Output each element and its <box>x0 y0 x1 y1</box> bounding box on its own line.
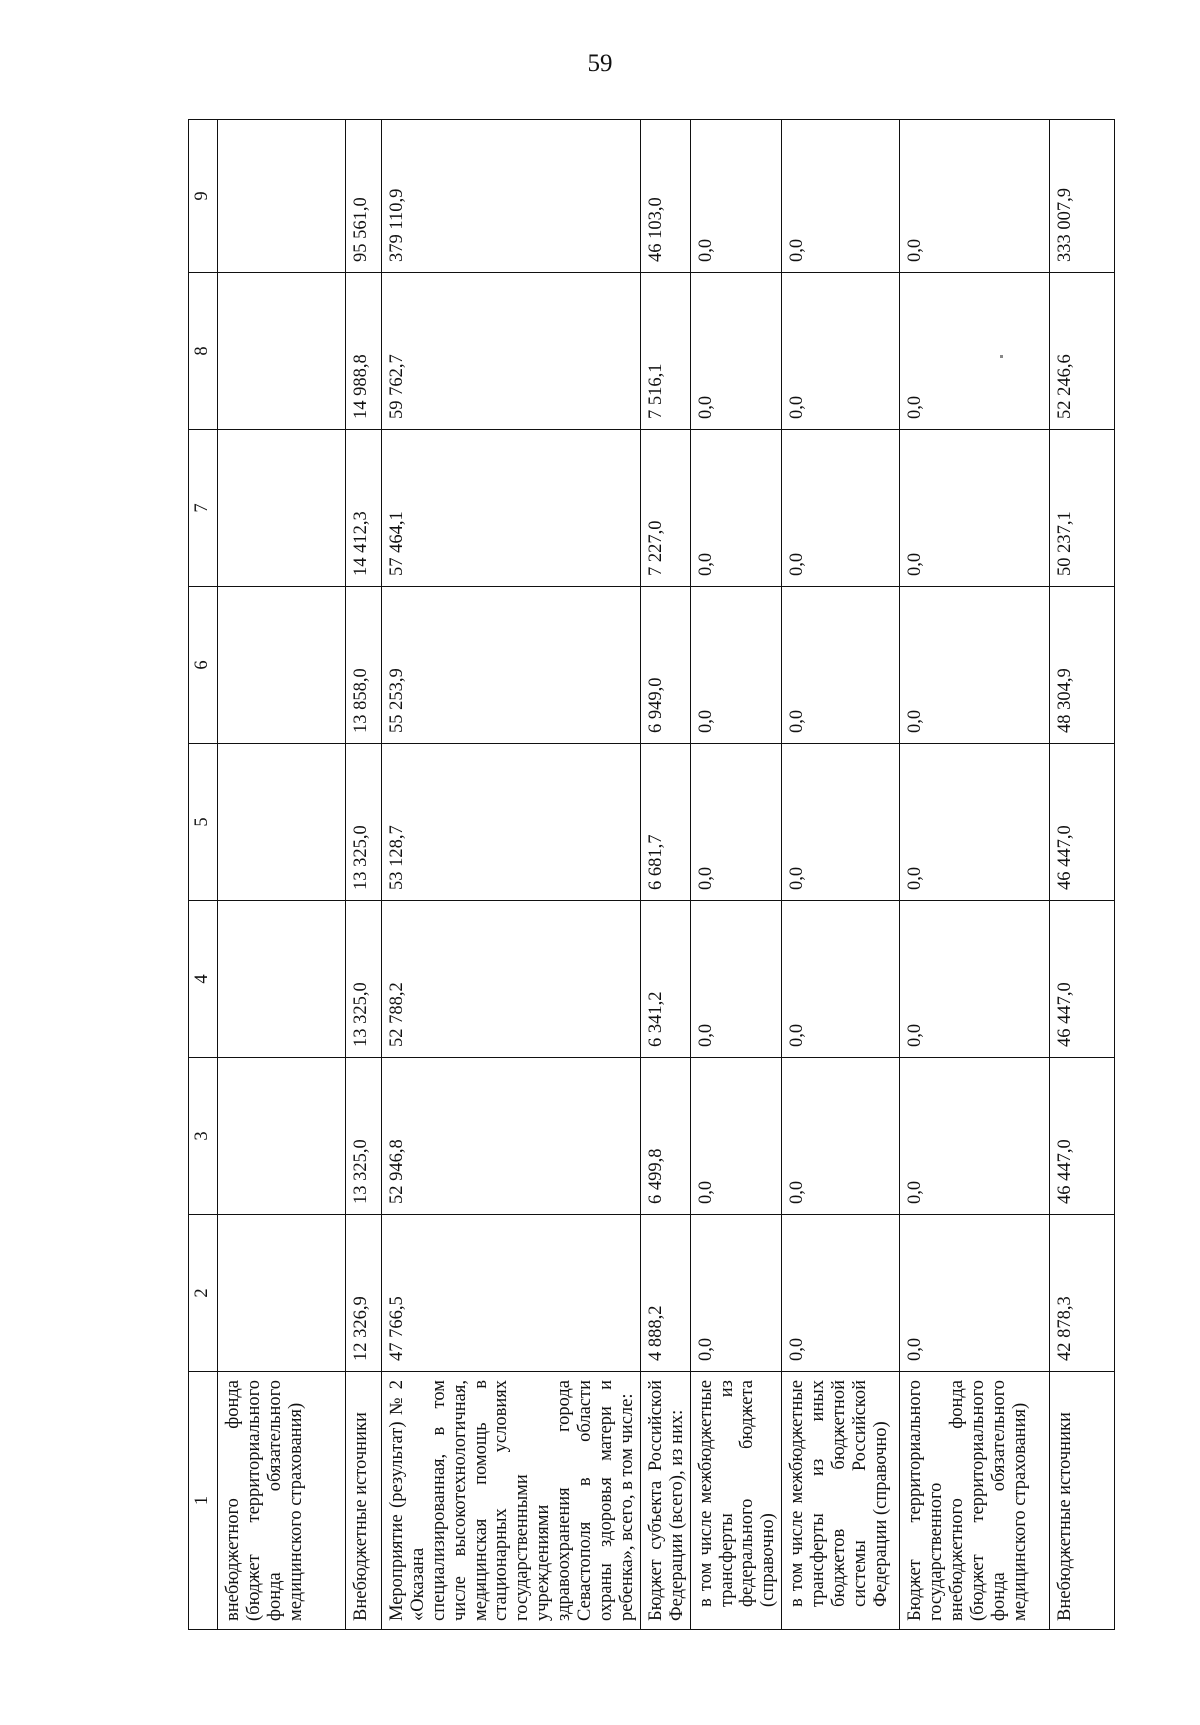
value-cell <box>218 120 346 273</box>
row-label: в том числе межбюджетные трансферты из иных бюджетов бюджетной системы Российской Федерации (справочно) <box>782 1372 900 1630</box>
value-cell: 0,0 <box>782 587 900 744</box>
row-label: Бюджет субъекта Российской Федерации (всего), из них: <box>640 1372 690 1630</box>
value-cell: 52 946,8 <box>382 1058 641 1215</box>
table-row <box>1050 120 1115 1630</box>
value-cell: 0,0 <box>900 901 1050 1058</box>
value-cell: 0,0 <box>690 744 782 901</box>
value-cell: 0,0 <box>690 120 782 273</box>
value-cell: 14 412,3 <box>346 430 382 587</box>
value-cell: 0,0 <box>782 1058 900 1215</box>
budget-table <box>188 119 1115 1630</box>
table-row <box>690 120 782 1630</box>
value-cell: 0,0 <box>690 1215 782 1372</box>
row-label: Мероприятие (результат) № 2 «Оказана специализированная, в том числе высокотехнологичная, медицинская помощь в стационарных условиях государственными учреждениями здравоохранения города Севастополя в области охраны здоровья матери и ребенка», всего, в том числе: <box>382 1372 641 1630</box>
column-number: 5 <box>189 744 218 901</box>
value-cell: 0,0 <box>782 120 900 273</box>
column-number: 9 <box>189 120 218 273</box>
value-cell: 13 325,0 <box>346 744 382 901</box>
value-cell: 95 561,0 <box>346 120 382 273</box>
value-cell: 48 304,9 <box>1050 587 1115 744</box>
value-cell: 6 341,2 <box>640 901 690 1058</box>
table-row <box>782 120 900 1630</box>
value-cell: 0,0 <box>690 273 782 430</box>
value-cell: 12 326,9 <box>346 1215 382 1372</box>
value-cell: 46 103,0 <box>640 120 690 273</box>
value-cell: 7 227,0 <box>640 430 690 587</box>
value-cell: 13 325,0 <box>346 901 382 1058</box>
column-number: 3 <box>189 1058 218 1215</box>
value-cell: 13 858,0 <box>346 587 382 744</box>
value-cell: 0,0 <box>900 587 1050 744</box>
value-cell: 0,0 <box>782 744 900 901</box>
value-cell: 42 878,3 <box>1050 1215 1115 1372</box>
value-cell: 14 988,8 <box>346 273 382 430</box>
scan-mark <box>482 1585 485 1601</box>
column-number: 2 <box>189 1215 218 1372</box>
column-number: 6 <box>189 587 218 744</box>
scan-speck <box>1000 355 1003 358</box>
value-cell: 6 681,7 <box>640 744 690 901</box>
column-number: 7 <box>189 430 218 587</box>
value-cell: 379 110,9 <box>382 120 641 273</box>
value-cell: 52 788,2 <box>382 901 641 1058</box>
value-cell: 7 516,1 <box>640 273 690 430</box>
row-label: Внебюджетные источники <box>1050 1372 1115 1630</box>
value-cell: 52 246,6 <box>1050 273 1115 430</box>
table-row <box>640 120 690 1630</box>
column-number: 4 <box>189 901 218 1058</box>
value-cell: 0,0 <box>690 901 782 1058</box>
value-cell: 0,0 <box>900 1058 1050 1215</box>
value-cell: 0,0 <box>782 430 900 587</box>
column-number-row <box>189 120 218 1630</box>
value-cell <box>218 744 346 901</box>
value-cell: 0,0 <box>782 1215 900 1372</box>
row-label: внебюджетного фонда (бюджет территориального фонда обязательного медицинского страхования) <box>218 1372 346 1630</box>
value-cell: 0,0 <box>900 430 1050 587</box>
value-cell: 13 325,0 <box>346 1058 382 1215</box>
table-row <box>218 120 346 1630</box>
value-cell: 46 447,0 <box>1050 1058 1115 1215</box>
value-cell: 50 237,1 <box>1050 430 1115 587</box>
table-row <box>900 120 1050 1630</box>
value-cell: 6 949,0 <box>640 587 690 744</box>
value-cell: 0,0 <box>900 120 1050 273</box>
value-cell: 57 464,1 <box>382 430 641 587</box>
value-cell: 0,0 <box>900 1215 1050 1372</box>
row-label: в том числе межбюджетные трансферты из федерального бюджета (справочно) <box>690 1372 782 1630</box>
value-cell: 333 007,9 <box>1050 120 1115 273</box>
value-cell: 46 447,0 <box>1050 744 1115 901</box>
value-cell: 59 762,7 <box>382 273 641 430</box>
value-cell: 0,0 <box>690 587 782 744</box>
value-cell: 0,0 <box>782 273 900 430</box>
value-cell: 0,0 <box>900 744 1050 901</box>
row-label: Внебюджетные источники <box>346 1372 382 1630</box>
value-cell: 55 253,9 <box>382 587 641 744</box>
value-cell <box>218 587 346 744</box>
table-row <box>382 120 641 1630</box>
value-cell <box>218 430 346 587</box>
value-cell: 4 888,2 <box>640 1215 690 1372</box>
value-cell: 0,0 <box>690 1058 782 1215</box>
value-cell <box>218 1215 346 1372</box>
value-cell: 0,0 <box>900 273 1050 430</box>
value-cell: 53 128,7 <box>382 744 641 901</box>
table-container <box>188 120 1115 1630</box>
value-cell <box>218 273 346 430</box>
value-cell: 47 766,5 <box>382 1215 641 1372</box>
value-cell: 6 499,8 <box>640 1058 690 1215</box>
value-cell: 46 447,0 <box>1050 901 1115 1058</box>
value-cell: 0,0 <box>690 430 782 587</box>
row-label: Бюджет территориального государственного внебюджетного фонда (бюджет территориального фонда обязательного медицинского страхования) <box>900 1372 1050 1630</box>
page-number: 59 <box>587 50 613 77</box>
column-number: 1 <box>189 1372 218 1630</box>
column-number: 8 <box>189 273 218 430</box>
value-cell: 0,0 <box>782 901 900 1058</box>
table-row <box>346 120 382 1630</box>
value-cell <box>218 901 346 1058</box>
value-cell <box>218 1058 346 1215</box>
